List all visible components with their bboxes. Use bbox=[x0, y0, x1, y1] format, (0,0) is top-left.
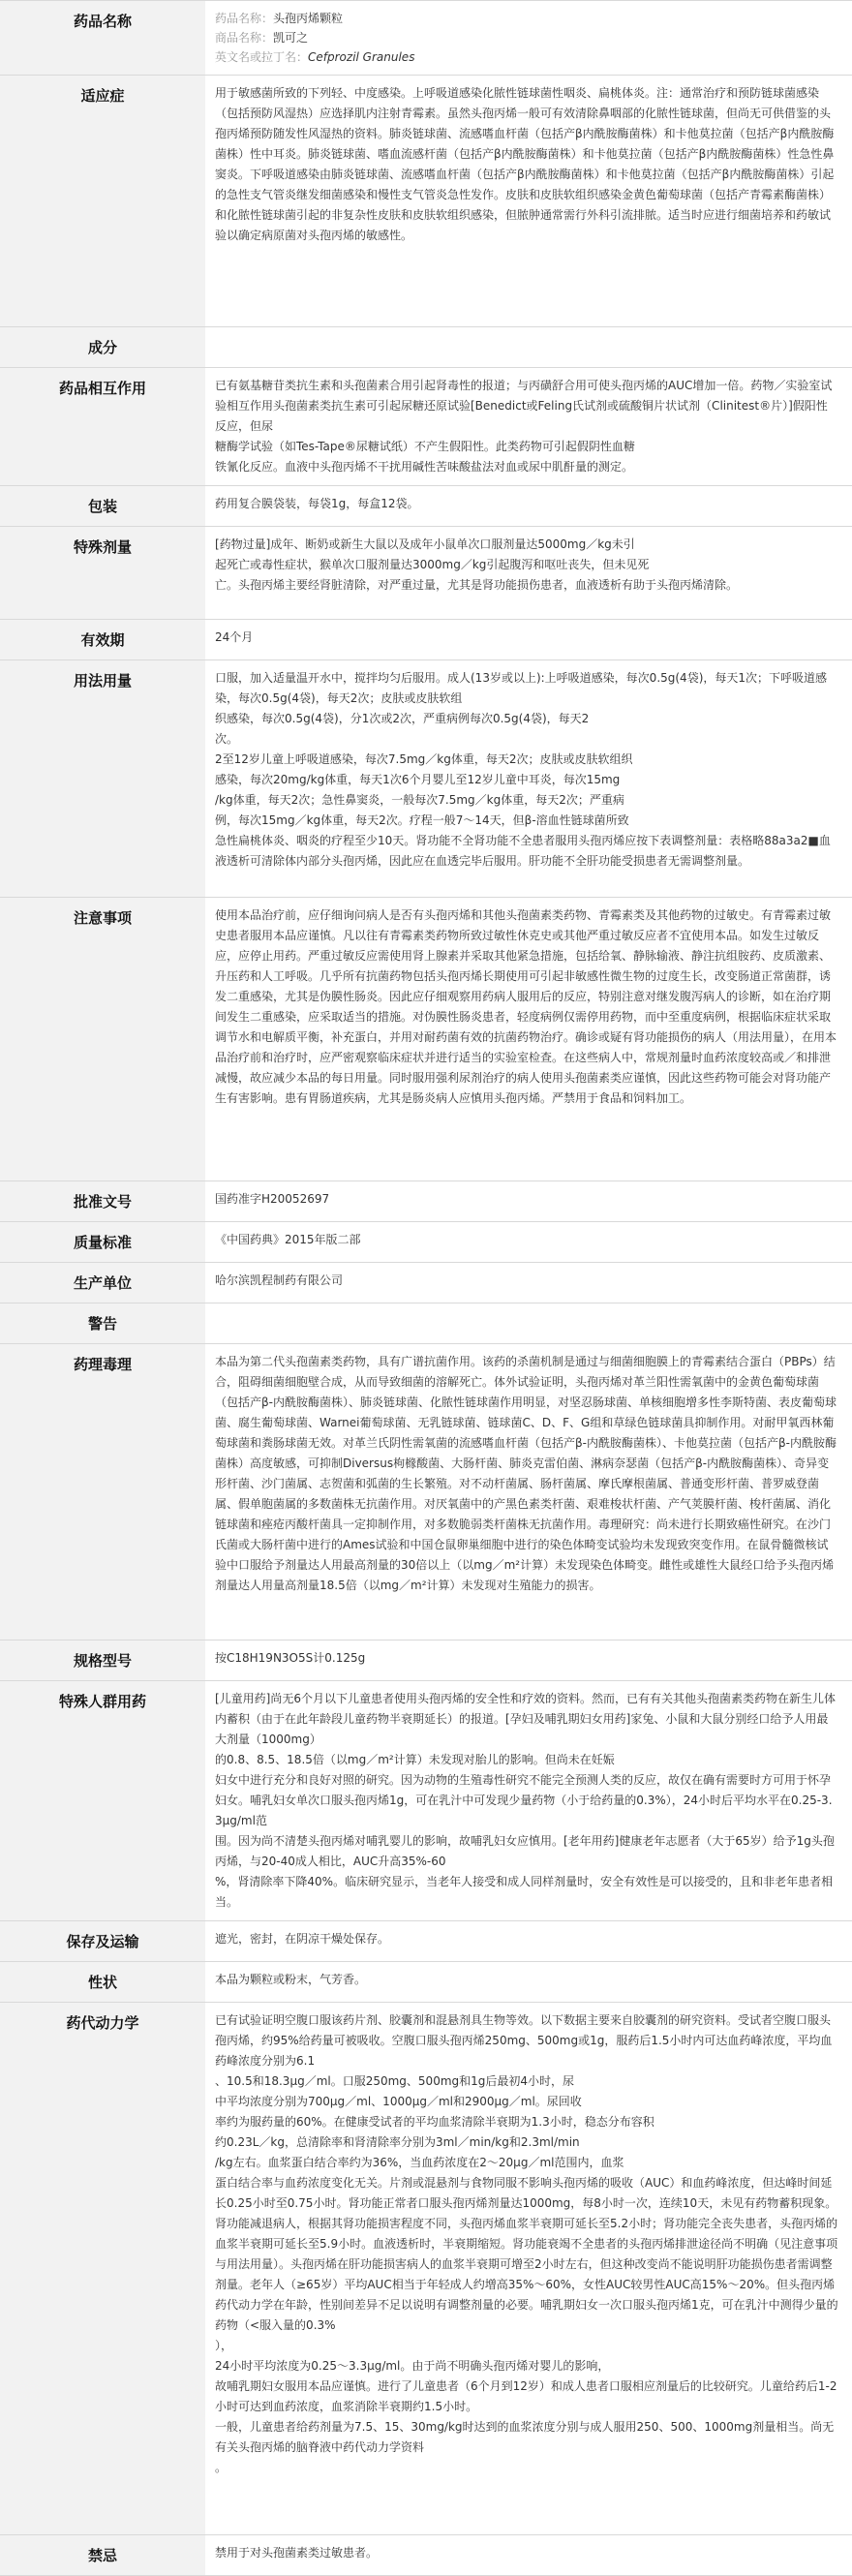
row-value: 口服，加入适量温开水中，搅拌均匀后服用。成人(13岁或以上):上呼吸道感染，每次0.5g(4袋)，每天1次；下呼吸道感染，每次0.5g(4袋)，每天2次；皮肤或皮肤软组 织感染，每次0.5g(4袋)，分1次或2次，严重病例每次0.5g(4袋)，每天2 次。 2至12岁儿童上呼吸道感染，每次7.5mg／kg体重，每天2次；皮肤或皮肤软组织 感染，每次20mg/kg体重，每天1次6个月婴儿至12岁儿童中耳炎，每次15mg /kg体重，每天2次；急性鼻窦炎，一般每次7.5mg／kg体重，每天2次；严重病 例，每次15mg／kg体重，每天2次。疗程一般7～14天，但β-溶血性链球菌所致 急性扁桃体炎、咽炎的疗程至少10天。肾功能不全肾功能不全患者服用头孢丙烯应按下表调整剂量：表格略88a3a2■血液透析可清除体内部分头孢丙烯，因此应在血透完毕后服用。肝功能不全肝功能受损患者无需调整剂量。 bbox=[205, 660, 852, 898]
row-value: [药物过量]成年、断奶或新生大鼠以及成年小鼠单次口服剂量达5000mg／kg未引 起死亡或毒性症状，猴单次口服剂量达3000mg／kg引起腹泻和呕吐丧失，但未见死 亡。头孢丙烯主要经肾脏清除，对严重过量，尤其是肾功能损伤患者，血液透析有助于头孢丙烯清除。 bbox=[205, 527, 852, 620]
english-name-line bbox=[215, 47, 838, 67]
row-label: 药品相互作用 bbox=[0, 368, 205, 486]
row-label: 批准文号 bbox=[0, 1181, 205, 1222]
trade-name-line bbox=[215, 28, 838, 47]
row-label: 药理毒理 bbox=[0, 1344, 205, 1641]
row-drug-name bbox=[0, 1, 852, 76]
row-usage-dosage bbox=[0, 660, 852, 898]
row-label: 用法用量 bbox=[0, 660, 205, 898]
row-value bbox=[205, 327, 852, 368]
generic-name-line bbox=[215, 9, 838, 28]
english-name: Cefprozil Granules bbox=[308, 50, 415, 64]
row-value: 24个月 bbox=[205, 620, 852, 660]
row-value: 已有试验证明空腹口服该药片剂、胶囊剂和混悬剂具生物等效。以下数据主要来自胶囊剂的研究资料。受试者空腹口服头孢丙烯，约95%给药量可被吸收。空腹口服头孢丙烯250mg、500mg或1g，服药后1.5小时内可达血药峰浓度，平均血药峰浓度分别为6.1 、10.5和18.3μg／ml。口服250mg、500mg和1g后最初4小时，尿 中平均浓度分别为700μg／ml、1000μg／ml和2900μg／ml。尿回收 率约为服药量的60%。在健康受试者的平均血浆清除半衰期为1.3小时，稳态分布容积 约0.23L／kg，总清除率和肾清除率分别为3ml／min/kg和2.3ml/min /kg左右。血浆蛋白结合率约为36%，当血药浓度在2～20μg／ml范围内，血浆 蛋白结合率与血药浓度变化无关。片剂或混悬剂与食物同服不影响头孢丙烯的吸收（AUC）和血药峰浓度，但达峰时间延长0.25小时至0.75小时。肾功能正常者口服头孢丙烯剂量达1000mg，每8小时一次，连续10天，未见有药物蓄积现象。肾功能减退病人，根据其肾功能损害程度不同，头孢丙烯血浆半衰期可延长至5.2小时；肾功能完全丧失患者，头孢丙烯的血浆半衰期可延长至5.9小时。血液透析时，半衰期缩短。肾功能衰竭不全患者的头孢丙烯排泄途径尚不明确（见注意事项与用法用量）。头孢丙烯在肝功能损害病人的血浆半衰期可增至2小时左右，但这种改变尚不能说明肝功能损伤患者需调整剂量。老年人（≥65岁）平均AUC相当于年轻成人约增高35%～60%，女性AUC较男性AUC高15%～20%。但头孢丙烯药代动力学在年龄，性别间差异不足以说明有调整剂量的必要。哺乳期妇女一次口服头孢丙烯1克，可在乳汁中测得少量的药物（<服入量的0.3% ）， 24小时平均浓度为0.25～3.3μg/ml。由于尚不明确头孢丙烯对婴儿的影响， 故哺乳期妇女服用本品应谨慎。进行了儿童患者（6个月到12岁）和成人患者口服相应剂量后的比较研究。儿童给药后1-2小时可达到血药浓度，血浆消除半衰期约1.5小时。 一般，儿童患者给药剂量为7.5、15、30mg/kg时达到的血浆浓度分别与成人服用250、500、1000mg剂量相当。尚无有关头孢丙烯的脑脊液中药代动力学资料 。 bbox=[205, 2003, 852, 2535]
row-ingredients bbox=[0, 327, 852, 368]
row-value: 遮光，密封，在阴凉干燥处保存。 bbox=[205, 1921, 852, 1962]
row-label: 有效期 bbox=[0, 620, 205, 660]
row-value: 已有氨基糖苷类抗生素和头孢菌素合用引起肾毒性的报道；与丙磺舒合用可使头孢丙烯的AUC增加一倍。药物／实验室试验相互作用头孢菌素类抗生素可引起尿糖还原试验[Benedict或Feling氏试剂或硫酸铜片状试剂（Clinitest®片）]假阳性反应，但尿 糖酶学试验（如Tes-Tape®尿糖试纸）不产生假阳性。此类药物可引起假阴性血糖 铁氰化反应。血液中头孢丙烯不干扰用碱性苦味酸盐法对血或尿中肌酐量的测定。 bbox=[205, 368, 852, 486]
row-label: 适应症 bbox=[0, 76, 205, 327]
row-special-populations bbox=[0, 1681, 852, 1921]
row-value: 《中国药典》2015年版二部 bbox=[205, 1222, 852, 1263]
row-pharmacology bbox=[0, 1344, 852, 1641]
row-special-dosage bbox=[0, 527, 852, 620]
row-label: 性状 bbox=[0, 1962, 205, 2003]
row-label: 规格型号 bbox=[0, 1641, 205, 1681]
row-warning bbox=[0, 1303, 852, 1344]
drug-name-cell bbox=[205, 1, 852, 76]
row-label: 药代动力学 bbox=[0, 2003, 205, 2535]
row-storage bbox=[0, 1921, 852, 1962]
row-label: 质量标准 bbox=[0, 1222, 205, 1263]
row-label: 禁忌 bbox=[0, 2535, 205, 2576]
row-label: 成分 bbox=[0, 327, 205, 368]
row-value: [儿童用药]尚无6个月以下儿童患者使用头孢丙烯的安全性和疗效的资料。然而，已有有关其他头孢菌素类药物在新生儿体内蓄积（由于在此年龄段儿童药物半衰期延长）的报道。[孕妇及哺乳期妇女用药]家兔、小鼠和大鼠分别经口给予人用最大剂量（1000mg） 的0.8、8.5、18.5倍（以mg／m²计算）未发现对胎儿的影响。但尚未在妊娠 妇女中进行充分和良好对照的研究。因为动物的生殖毒性研究不能完全预测人类的反应，故仅在确有需要时方可用于怀孕妇女。哺乳妇女单次口服头孢丙烯1g，可在乳汁中可发现少量药物（小于给药量的0.3%），24小时后平均水平在0.25-3.3μg/ml范 围。因为尚不清楚头孢丙烯对哺乳婴儿的影响，故哺乳妇女应慎用。[老年用药]健康老年志愿者（大于65岁）给予1g头孢丙烯，与20-40成人相比，AUC升高35%-60 %，肾清除率下降40%。临床研究显示，当老年人接受和成人同样剂量时，安全有效性是可以接受的，且和非老年患者相当。 bbox=[205, 1681, 852, 1921]
row-value: 药用复合膜袋装，每袋1g，每盒12袋。 bbox=[205, 486, 852, 527]
row-shelf-life bbox=[0, 620, 852, 660]
row-value: 本品为颗粒或粉末，气芳香。 bbox=[205, 1962, 852, 2003]
row-label: 保存及运输 bbox=[0, 1921, 205, 1962]
row-value: 按C18H19N3O5S计0.125g bbox=[205, 1641, 852, 1681]
row-label: 特殊剂量 bbox=[0, 527, 205, 620]
row-pharmacokinetics bbox=[0, 2003, 852, 2535]
row-label: 警告 bbox=[0, 1303, 205, 1344]
row-value: 哈尔滨凯程制药有限公司 bbox=[205, 1263, 852, 1303]
row-label: 药品名称 bbox=[0, 1, 205, 76]
generic-name: 头孢丙烯颗粒 bbox=[273, 12, 344, 25]
row-label: 包装 bbox=[0, 486, 205, 527]
english-name-label: 英文名或拉丁名： bbox=[215, 50, 309, 64]
row-label: 生产单位 bbox=[0, 1263, 205, 1303]
row-value bbox=[205, 1303, 852, 1344]
row-indications bbox=[0, 76, 852, 327]
row-precautions bbox=[0, 898, 852, 1181]
row-contraindications bbox=[0, 2535, 852, 2576]
row-description bbox=[0, 1962, 852, 2003]
row-value: 国药准字H20052697 bbox=[205, 1181, 852, 1222]
row-value: 禁用于对头孢菌素类过敏患者。 bbox=[205, 2535, 852, 2576]
row-package bbox=[0, 486, 852, 527]
row-manufacturer bbox=[0, 1263, 852, 1303]
row-interactions bbox=[0, 368, 852, 486]
generic-name-label: 药品名称： bbox=[215, 12, 274, 25]
row-value: 用于敏感菌所致的下列轻、中度感染。上呼吸道感染化脓性链球菌性咽炎、扁桃体炎。注：通常治疗和预防链球菌感染（包括预防风湿热）应选择肌内注射青霉素。虽然头孢丙烯一般可有效清除鼻咽部的化脓性链球菌，但尚无可供借鉴的头孢丙烯预防随发性风湿热的资料。肺炎链球菌、流感嗜血杆菌（包括产β内酰胺酶菌株）和卡他莫拉菌（包括产β内酰胺酶菌株）性中耳炎。肺炎链球菌、嗜血流感杆菌（包括产β内酰胺酶菌株）和卡他莫拉菌（包括产β内酰胺酶菌株）性急性鼻窦炎。下呼吸道感染由肺炎链球菌、流感嗜血杆菌（包括产β内酰胺酶菌株）和卡他莫拉菌（包括产β内酰胺酶菌株）引起的急性支气管炎继发细菌感染和慢性支气管炎急性发作。皮肤和皮肤软组织感染金黄色葡萄球菌（包括产青霉素酶菌株）和化脓性链球菌引起的非复杂性皮肤和皮肤软组织感染，但脓肿通常需行外科引流排脓。适当时应进行细菌培养和药敏试验以确定病原菌对头孢丙烯的敏感性。 bbox=[205, 76, 852, 327]
trade-name: 凯可之 bbox=[273, 31, 309, 45]
row-value: 使用本品治疗前，应仔细询问病人是否有头孢丙烯和其他头孢菌素类药物、青霉素类及其他药物的过敏史。有青霉素过敏史患者服用本品应谨慎。凡以往有青霉素类药物所致过敏性休克史或其他严重过敏反应者不宜使用本品。如发生过敏反应，应停止用药。严重过敏反应需使用肾上腺素并采取其他紧急措施，包括给氧、静脉输液、静注抗组胺药、皮质激素、升压药和人工呼吸。几乎所有抗菌药物包括头孢丙烯长期使用可引起非敏感性微生物的过度生长，改变肠道正常菌群，诱发二重感染，尤其是伪膜性肠炎。因此应仔细观察用药病人服用后的反应，特别注意对继发腹泻病人的诊断，如在治疗期间发生二重感染，应采取适当的措施。对伪膜性肠炎患者，轻度病例仅需停用药物，而中至重度病例，根据临床症状采取调节水和电解质平衡，补充蛋白，并用对耐药菌有效的抗菌药物治疗。确诊或疑有肾功能损伤的病人（用法用量），在用本品治疗前和治疗时，应严密观察临床症状并进行适当的实验室检查。在这些病人中，常规剂量时血药浓度较高或／和排泄减慢，故应减少本品的每日用量。同时服用强利尿剂治疗的病人使用头孢菌素类应谨慎，因此这些药物可能会对肾功能产生有害影响。患有胃肠道疾病，尤其是肠炎病人应慎用头孢丙烯。严禁用于食品和饲料加工。 bbox=[205, 898, 852, 1181]
row-label: 注意事项 bbox=[0, 898, 205, 1181]
row-label: 特殊人群用药 bbox=[0, 1681, 205, 1921]
row-value: 本品为第二代头孢菌素类药物，具有广谱抗菌作用。该药的杀菌机制是通过与细菌细胞膜上的青霉素结合蛋白（PBPs）结合，阻碍细菌细胞壁合成，从而导致细菌的溶解死亡。体外试验证明，头孢丙烯对革兰阳性需氧菌中的金黄色葡萄球菌（包括产β-内酰胺酶菌株）、肺炎链球菌、化脓性链球菌作用明显，对坚忍肠球菌、单核细胞增多性李斯特菌、表皮葡萄球菌、腐生葡萄球菌、Warnei葡萄球菌、无乳链球菌、链球菌C、D、F、G组和草绿色链球菌具抑制作用。对耐甲氧西林葡萄球菌和粪肠球菌无效。对革兰氏阴性需氧菌的流感嗜血杆菌（包括产β-内酰胺酶菌株）、卡他莫拉菌（包括产β-内酰胺酶菌株）高度敏感，可抑制Diversus枸橼酸菌、大肠杆菌、肺炎克雷伯菌、淋病奈瑟菌（包括产β-内酰胺酶菌株）、奇异变形杆菌、沙门菌属、志贺菌和弧菌的生长繁殖。对不动杆菌属、肠杆菌属、摩氏摩根菌属、普通变形杆菌、普罗威登菌属、假单胞菌属的多数菌株无抗菌作用。对厌氧菌中的产黑色素类杆菌、艰难梭状杆菌、产气荚膜杆菌、梭杆菌属、消化链球菌和痤疮丙酸杆菌具一定抑制作用，对多数脆弱类杆菌株无抗菌作用。毒理研究：尚未进行长期致癌性研究。在沙门氏菌或大肠杆菌中进行的Ames试验和中国仓鼠卵巢细胞中进行的染色体畸变试验均未发现致突变作用。在鼠骨髓微核试验中口服给予剂量达人用最高剂量的30倍以上（以mg／m²计算）未发现染色体畸变。雌性或雄性大鼠经口给予头孢丙烯剂量达人用量高剂量18.5倍（以mg／m²计算）未发现对生殖能力的损害。 bbox=[205, 1344, 852, 1641]
trade-name-label: 商品名称： bbox=[215, 31, 274, 45]
row-approval-number bbox=[0, 1181, 852, 1222]
row-quality-standard bbox=[0, 1222, 852, 1263]
row-specification bbox=[0, 1641, 852, 1681]
